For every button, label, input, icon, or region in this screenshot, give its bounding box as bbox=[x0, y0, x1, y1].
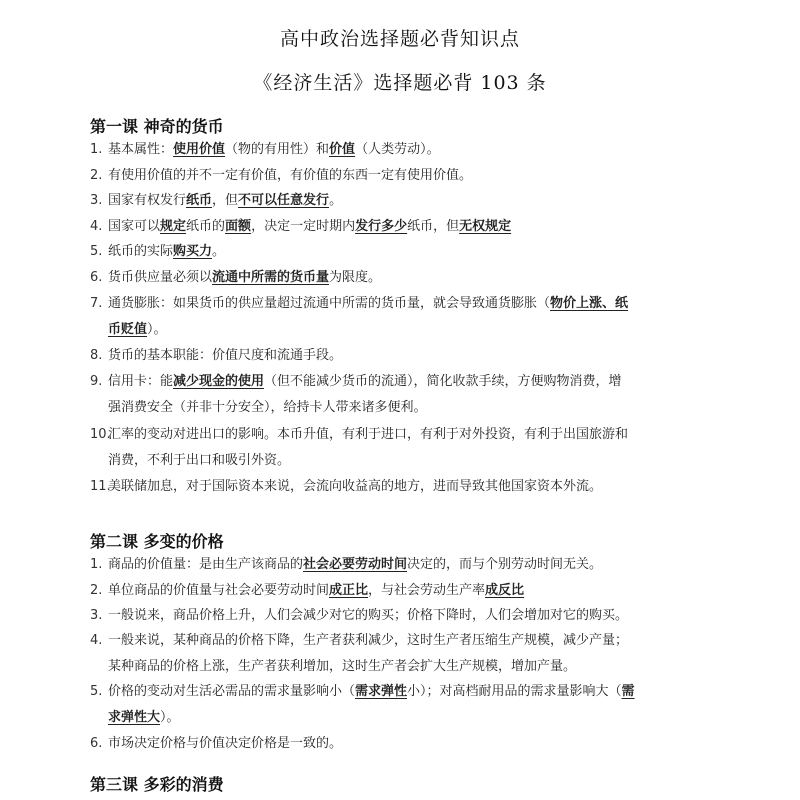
list-item-number: 1. bbox=[90, 142, 103, 157]
list-item-text: （但不能减少货币的流通），简化收款手续，方便购物消费，增 bbox=[264, 374, 622, 389]
list-item-text: （物的有用性）和 bbox=[225, 142, 330, 157]
key-term: 需 bbox=[621, 684, 635, 699]
list-item bbox=[90, 343, 722, 369]
key-term: 面额 bbox=[225, 219, 252, 234]
document-title: 高中政治选择题必背知识点 bbox=[279, 28, 520, 50]
key-term: 币贬值 bbox=[108, 322, 148, 337]
list-item-text: 市场决定价格与价值决定价格是一致的。 bbox=[108, 736, 343, 751]
list-item-text: 国家有权发行 bbox=[108, 193, 187, 208]
list-item-number: 6. bbox=[90, 270, 103, 285]
list-item bbox=[90, 265, 722, 291]
list-item-text: ，决定一定时期内 bbox=[251, 219, 356, 234]
list-item-line bbox=[90, 137, 722, 163]
list-item-text: （人类劳动）。 bbox=[355, 142, 440, 157]
list-item-number: 5. bbox=[90, 684, 103, 699]
list-item-line bbox=[90, 343, 722, 369]
list-item-line bbox=[90, 628, 722, 654]
key-term: 减少现金的使用 bbox=[173, 374, 265, 389]
key-term: 规定 bbox=[160, 219, 187, 234]
list-item-line bbox=[90, 603, 722, 629]
list-item-number: 2. bbox=[90, 583, 103, 598]
section-heading: 第二课 多变的价格 bbox=[90, 532, 224, 551]
list-item-line bbox=[90, 369, 722, 395]
key-term: 成反比 bbox=[485, 583, 525, 598]
list-item-number: 2. bbox=[90, 168, 103, 183]
list-item-number: 1. bbox=[90, 557, 103, 572]
list-item-text: 一般来说，某种商品的价格下降，生产者获利减少，这时生产者压缩生产规模，减少产量； bbox=[108, 633, 629, 648]
list-item bbox=[90, 552, 722, 578]
list-item bbox=[90, 137, 722, 163]
list-item-line bbox=[90, 317, 722, 343]
list-item bbox=[90, 188, 722, 214]
list-item bbox=[90, 731, 722, 757]
list-item-text: 某种商品的价格上涨，生产者获利增加，这时生产者会扩大生产规模，增加产量。 bbox=[108, 659, 577, 674]
list-item bbox=[90, 628, 722, 680]
key-term: 使用价值 bbox=[173, 142, 226, 157]
list-item-text: 纸币的实际 bbox=[108, 244, 174, 259]
list-item bbox=[90, 163, 722, 189]
key-term: 购买力 bbox=[173, 244, 213, 259]
list-item-text: 商品的价值量：是由生产该商品的 bbox=[108, 557, 304, 572]
list-item-text: ）。 bbox=[160, 710, 180, 725]
key-term: 物价上涨、纸 bbox=[550, 296, 629, 311]
list-item bbox=[90, 422, 722, 474]
document-subtitle: 《经济生活》选择题必背 103 条 bbox=[253, 72, 547, 94]
key-term: 不可以任意发行 bbox=[238, 193, 330, 208]
list-item-text: 。 bbox=[212, 244, 226, 259]
list-item-number: 8. bbox=[90, 348, 103, 363]
list-item-text: 货币的基本职能：价值尺度和流通手段。 bbox=[108, 348, 343, 363]
list-item-text: 基本属性： bbox=[108, 142, 174, 157]
list-item-text: 消费，不利于出口和吸引外资。 bbox=[108, 453, 291, 468]
key-term: 求弹性大 bbox=[108, 710, 161, 725]
list-item-text: 货币供应量必须以 bbox=[108, 270, 213, 285]
key-term: 社会必要劳动时间 bbox=[303, 557, 408, 572]
list-item-text: 决定的，而与个别劳动时间无关。 bbox=[407, 557, 603, 572]
list-item-number: 9. bbox=[90, 374, 103, 389]
list-item-line bbox=[90, 188, 722, 214]
list-item-text: ，但 bbox=[212, 193, 239, 208]
list-item-text: 为限度。 bbox=[329, 270, 382, 285]
list-item-text: 美联储加息，对于国际资本来说，会流向收益高的地方，进而导致其他国家资本外流。 bbox=[108, 479, 603, 494]
list-item-line bbox=[90, 474, 722, 500]
list-item-text: 小）；对高档耐用品的需求量影响大（ bbox=[407, 684, 622, 699]
list-item-text: 信用卡：能 bbox=[108, 374, 174, 389]
list-item-text: 一般说来，商品价格上升，人们会减少对它的购买；价格下降时，人们会增加对它的购买。 bbox=[108, 608, 629, 623]
key-term: 发行多少 bbox=[355, 219, 408, 234]
list-item-line bbox=[90, 679, 722, 705]
list-item-line bbox=[90, 552, 722, 578]
key-term: 成正比 bbox=[329, 583, 369, 598]
list-item-text: 纸币的 bbox=[186, 219, 226, 234]
list-item-line bbox=[90, 395, 722, 421]
key-term: 纸币 bbox=[186, 193, 213, 208]
list-item-line bbox=[90, 291, 722, 317]
list-item bbox=[90, 603, 722, 629]
key-term: 需求弹性 bbox=[355, 684, 408, 699]
list-item-number: 4. bbox=[90, 219, 103, 234]
list-item-text: 国家可以 bbox=[108, 219, 161, 234]
list-item bbox=[90, 578, 722, 604]
key-term: 流通中所需的货币量 bbox=[212, 270, 330, 285]
list-item-line bbox=[90, 422, 722, 448]
list-item-number: 10. bbox=[90, 427, 111, 442]
list-item-number: 6. bbox=[90, 736, 103, 751]
list-item bbox=[90, 214, 722, 240]
key-term: 价值 bbox=[329, 142, 356, 157]
list-item-text: 强消费安全（并非十分安全），给持卡人带来诸多便利。 bbox=[108, 400, 427, 415]
list-item-text: 。 bbox=[329, 193, 343, 208]
list-item-text: ，与社会劳动生产率 bbox=[368, 583, 486, 598]
list-item-line bbox=[90, 163, 722, 189]
list-item bbox=[90, 239, 722, 265]
list-item-number: 7. bbox=[90, 296, 103, 311]
list-item-line bbox=[90, 705, 722, 731]
list-item-line bbox=[90, 265, 722, 291]
section-heading: 第一课 神奇的货币 bbox=[90, 117, 224, 136]
list-item-number: 3. bbox=[90, 193, 103, 208]
list-item-line bbox=[90, 578, 722, 604]
section-heading: 第三课 多彩的消费 bbox=[90, 775, 224, 794]
list-item-text: 通货膨胀：如果货币的供应量超过流通中所需的货币量，就会导致通货膨胀（ bbox=[108, 296, 551, 311]
list-item-number: 5. bbox=[90, 244, 103, 259]
list-item bbox=[90, 369, 722, 421]
key-term: 无权规定 bbox=[459, 219, 512, 234]
list-item-line bbox=[90, 448, 722, 474]
list-item-number: 11. bbox=[90, 479, 111, 494]
list-item-text: 价格的变动对生活必需品的需求量影响小（ bbox=[108, 684, 356, 699]
list-item bbox=[90, 679, 722, 731]
list-item-text: 有使用价值的并不一定有价值，有价值的东西一定有使用价值。 bbox=[108, 168, 473, 183]
list-item-text: ）。 bbox=[147, 322, 167, 337]
list-item bbox=[90, 474, 722, 500]
list-item-line bbox=[90, 214, 722, 240]
list-item bbox=[90, 291, 722, 343]
list-item-text: 纸币，但 bbox=[407, 219, 460, 234]
list-item-line bbox=[90, 239, 722, 265]
list-item-line bbox=[90, 654, 722, 680]
list-item-number: 4. bbox=[90, 633, 103, 648]
list-item-line bbox=[90, 731, 722, 757]
list-item-number: 3. bbox=[90, 608, 103, 623]
list-item-text: 汇率的变动对进出口的影响。本币升值，有利于进口，有利于对外投资，有利于出国旅游和 bbox=[108, 427, 629, 442]
list-item-text: 单位商品的价值量与社会必要劳动时间 bbox=[108, 583, 330, 598]
